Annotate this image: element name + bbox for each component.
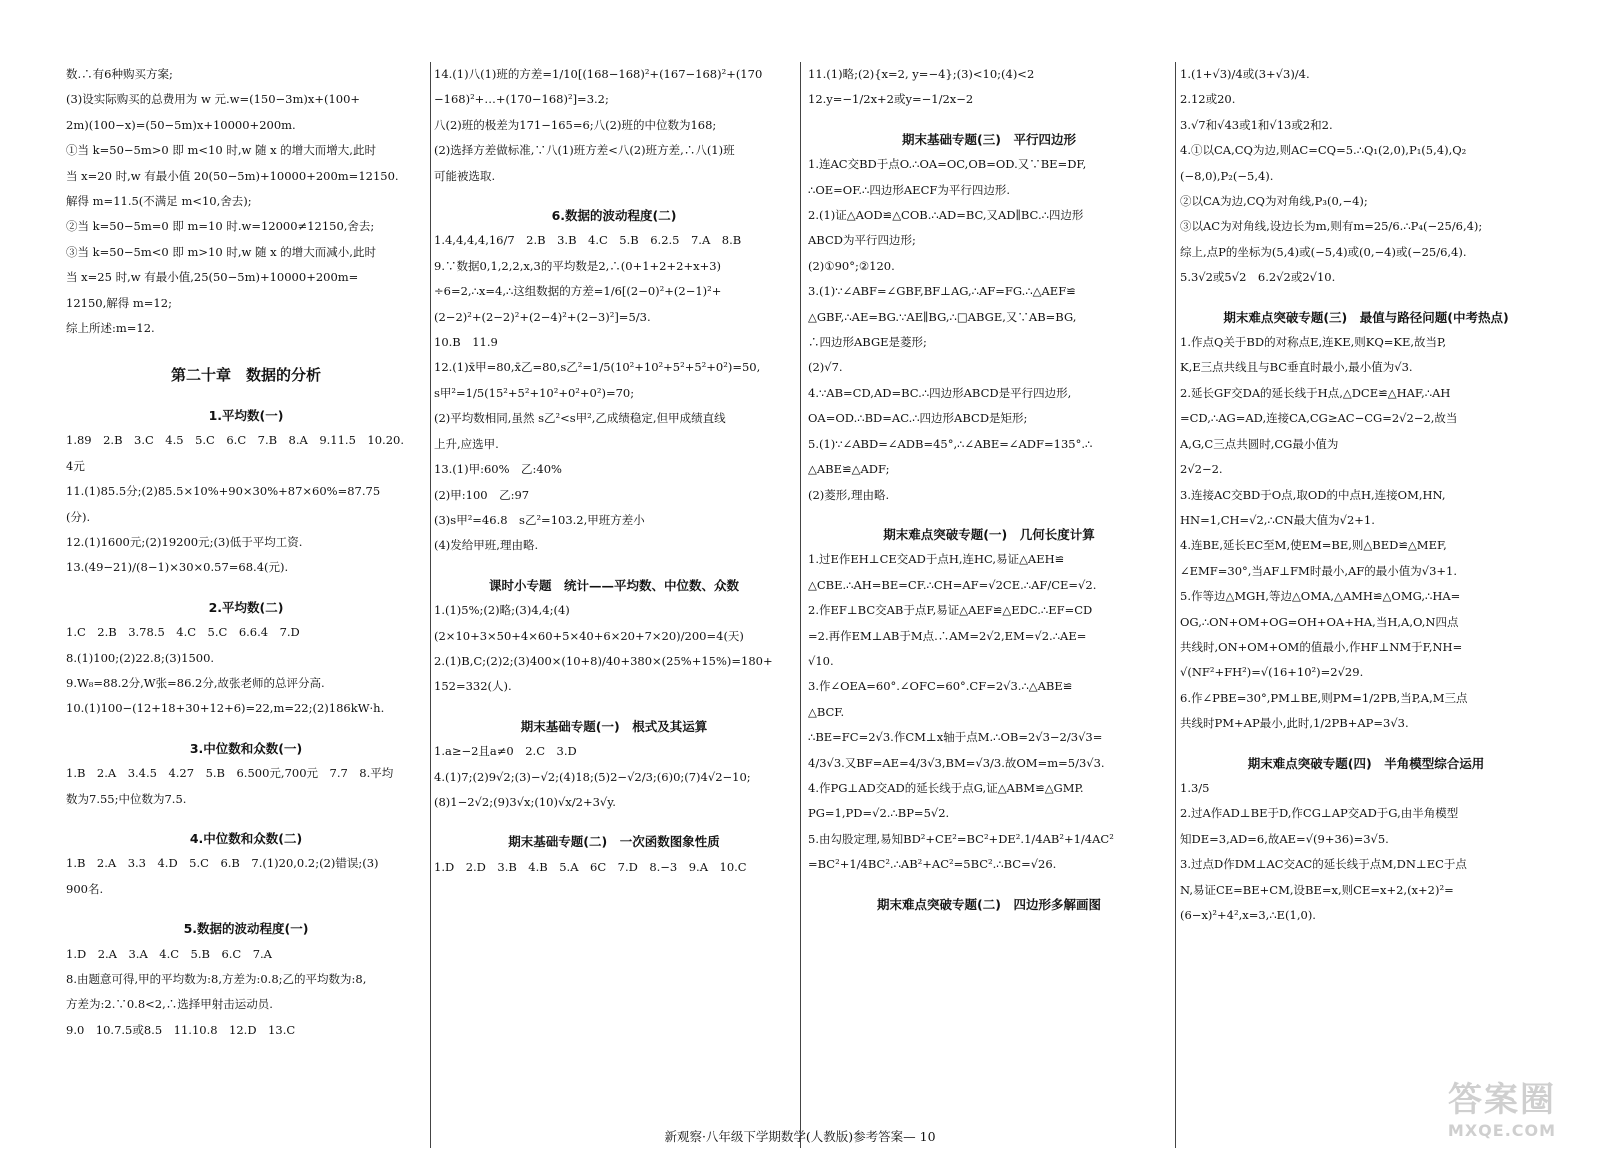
answer-line: 2.过A作AD⊥BE于D,作CG⊥AP交AD于G,由半角模型 — [1180, 806, 1459, 821]
section-heading: 6.数据的波动程度(二) — [551, 208, 677, 224]
answer-line: (−8,0),P₂(−5,4). — [1180, 168, 1274, 183]
answer-line: (2)菱形,理由略. — [808, 487, 890, 502]
watermark-url: MXQE.COM — [1447, 1121, 1557, 1140]
answer-line: 1.过E作EH⊥CE交AD于点H,连HC,易证△AEH≌ — [808, 552, 1065, 567]
answer-line: 1.(1+√3)/4或(3+√3)/4. — [1180, 67, 1310, 81]
answer-line: √(NF²+FH²)=√(16+10²)=2√29. — [1180, 665, 1364, 680]
column-divider — [430, 62, 431, 1148]
answer-line: 1.89 2.B 3.C 4.5 5.C 6.C 7.B 8.A 9.11.5 10.20. — [66, 433, 404, 448]
answer-line: N,易证CE=BE+CM,设BE=x,则CE=x+2,(x+2)²= — [1180, 882, 1454, 897]
answer-line: 1.4,4,4,4,16/7 2.B 3.B 4.C 5.B 6.2.5 7.A 8.B — [434, 233, 742, 248]
watermark — [1432, 1080, 1572, 1148]
answer-line: 4/3√3.又BF=AE=4/3√3,BM=√3/3.故OM=m=5/3√3. — [808, 755, 1105, 770]
answer-line: ②以CA为边,CQ为对角线,P₃(0,−4); — [1180, 194, 1368, 209]
answer-line: 10.(1)100−(12+18+30+12+6)=22,m=22;(2)186kW·h. — [66, 701, 385, 716]
answer-line: 6.作∠PBE=30°,PM⊥BE,则PM=1/2PB,当P,A,M三点 — [1180, 690, 1468, 705]
section-heading: 5.数据的波动程度(一) — [183, 921, 309, 937]
answer-line: 4.连BE,延长EC至M,使EM=BE,则△BED≌△MEF, — [1180, 538, 1447, 553]
answer-line: 1.C 2.B 3.78.5 4.C 5.C 6.6.4 7.D — [66, 625, 300, 640]
section-heading: 课时小专题 统计——平均数、中位数、众数 — [488, 577, 739, 593]
answer-line: 12.(1)x̄甲=80,x̄乙=80,s乙²=1/5(10²+10²+5²+5²+0²)=50, — [434, 360, 761, 375]
answer-line: PG=1,PD=√2.∴BP=5√2. — [808, 806, 950, 821]
answer-line: 3.√7和√43或1和√13或2和2. — [1180, 117, 1333, 132]
answer-line: s甲²=1/5(15²+5²+10²+0²+0²)=70; — [434, 385, 635, 400]
section-heading: 3.中位数和众数(一) — [189, 740, 303, 756]
answer-line: 8.(1)100;(2)22.8;(3)1500. — [66, 650, 215, 665]
answer-line: ∴BE=FC=2√3.作CM⊥x轴于点M.∴OB=2√3−2/3√3= — [808, 730, 1103, 745]
answer-line: =CD,∴AG=AD,连接CA,CG≥AC−CG=2√2−2,故当 — [1180, 411, 1458, 426]
answer-line: 2.(1)证△AOD≌△COB.∴AD=BC,又AD∥BC.∴四边形 — [808, 208, 1084, 223]
answer-line: 方差为:2.∵0.8<2,∴选择甲射击运动员. — [66, 997, 273, 1012]
answer-line: ②当 k=50−5m=0 即 m=10 时.w=12000≠12150,舍去; — [66, 219, 375, 234]
answer-line: △BCF. — [808, 704, 845, 719]
answer-line: 4.①以CA,CQ为边,则AC=CQ=5.∴Q₁(2,0),P₁(5,4),Q₂ — [1180, 143, 1467, 158]
answer-line: (8)1−2√2;(9)3√x;(10)√x/2+3√y. — [434, 794, 616, 809]
answer-line: 1.D 2.A 3.A 4.C 5.B 6.C 7.A — [66, 946, 272, 961]
answer-line: 综上,点P的坐标为(5,4)或(−5,4)或(0,−4)或(−25/6,4). — [1180, 244, 1467, 259]
answer-line: (分). — [66, 509, 91, 524]
answer-line: 1.(1)5%;(2)略;(3)4,4;(4) — [434, 603, 570, 618]
answer-line: △CBE.∴AH=BE=CF.∴CH=AF=√2CE.∴AF/CE=√2. — [808, 577, 1097, 592]
answer-line: 12.(1)1600元;(2)19200元;(3)低于平均工资. — [66, 534, 303, 549]
answer-line: ∴OE=OF.∴四边形AECF为平行四边形. — [808, 182, 1010, 197]
answer-line: (3)s甲²=46.8 s乙²=103.2,甲班方差小 — [434, 512, 645, 527]
answer-line: 3.(1)∵∠ABF=∠GBF,BF⊥AG,∴AF=FG.∴△AEF≌ — [808, 284, 1076, 299]
column-4 — [1180, 62, 1552, 1142]
answer-line: 1.连AC交BD于点O.∴OA=OC,OB=OD.又∵BE=DF, — [808, 157, 1087, 172]
page-footer: 新观察·八年级下学期数学(人教版)参考答案— 10 — [664, 1129, 936, 1144]
answer-line: 9.0 10.7.5或8.5 11.10.8 12.D 13.C — [66, 1022, 296, 1037]
answer-line: (3)设实际购买的总费用为 w 元.w=(150−3m)x+(100+ — [66, 92, 361, 107]
answer-line: 2.(1)B,C;(2)2;(3)400×(10+8)/40+380×(25%+15%)=180+ — [434, 653, 773, 668]
answer-line: △GBF,∴AE=BG.∵AE∥BG,∴□ABGE,又∵AB=BG, — [808, 309, 1077, 324]
answer-line: 1.B 2.A 3.3 4.D 5.C 6.B 7.(1)20,0.2;(2)错误;(3) — [66, 856, 379, 871]
column-1 — [66, 62, 426, 1142]
answer-line: 1.a≥−2且a≠0 2.C 3.D — [434, 744, 577, 759]
answer-line: ÷6=2,∴x=4,∴这组数据的方差=1/6[(2−0)²+(2−1)²+ — [434, 284, 722, 299]
answer-line: 14.(1)八(1)班的方差=1/10[(168−168)²+(167−168)²+(170 — [434, 67, 763, 81]
answer-line: 9.∵数据0,1,2,2,x,3的平均数是2,∴(0+1+2+2+x+3) — [434, 258, 722, 273]
answer-line: ③当 k=50−5m<0 即 m>10 时,w 随 x 的增大而减小,此时 — [66, 244, 376, 259]
answer-line: 4.作PG⊥AD交AD的延长线于点G,证△ABM≌△GMP. — [808, 780, 1084, 795]
column-3 — [808, 62, 1170, 1142]
answer-line: 2.作EF⊥BC交AB于点F,易证△AEF≌△EDC.∴EF=CD — [808, 603, 1093, 618]
answer-line: 3.过点D作DM⊥AC交AC的延长线于点M,DN⊥EC于点 — [1180, 857, 1467, 872]
answer-line: ∠EMF=30°,当AF⊥FM时最小,AF的最小值为√3+1. — [1180, 563, 1458, 578]
answer-line: √10. — [808, 653, 834, 668]
answer-line: 2.延长GF交DA的延长线于H点,△DCE≌△HAF,∴AH — [1180, 385, 1451, 400]
answer-line: (2−2)²+(2−2)²+(2−4)²+(2−3)²]=5/3. — [434, 309, 651, 324]
answer-line: 4元 — [66, 458, 85, 473]
answer-line: 2m)(100−x)=(50−5m)x+10000+200m. — [66, 117, 296, 132]
answer-line: (2×10+3×50+4×60+5×40+6×20+7×20)/200=4(天) — [434, 628, 744, 643]
answer-line: 1.B 2.A 3.4.5 4.27 5.B 6.500元,700元 7.7 8.平均 — [66, 766, 394, 781]
answer-line: ∴四边形ABGE是菱形; — [808, 335, 927, 350]
answer-line: (2)平均数相同,虽然 s乙²<s甲²,乙成绩稳定,但甲成绩直线 — [434, 411, 726, 426]
answer-line: 8.由题意可得,甲的平均数为:8,方差为:0.8;乙的平均数为:8, — [66, 972, 367, 986]
section-heading: 1.平均数(一) — [208, 407, 284, 423]
answer-line: 综上所述:m=12. — [66, 321, 155, 336]
answer-line: 共线时PM+AP最小,此时,1/2PB+AP=3√3. — [1180, 716, 1409, 731]
answer-line: =BC²+1/4BC².∴AB²+AC²=5BC².∴BC=√26. — [808, 857, 1057, 872]
column-divider — [800, 62, 801, 1148]
answer-line: 3.作∠OEA=60°.∠OFC=60°.CF=2√3.∴△ABE≌ — [808, 679, 1073, 694]
column-divider — [1175, 62, 1176, 1148]
answer-line: −168)²+…+(170−168)²]=3.2; — [434, 92, 609, 107]
answer-line: 2√2−2. — [1180, 462, 1223, 477]
section-heading: 2.平均数(二) — [208, 599, 284, 615]
answer-line: 5.由勾股定理,易知BD²+CE²=BC²+DE².1/4AB²+1/4AC² — [808, 831, 1114, 846]
answer-line: OG,∴ON+OM+OG=OH+OA+HA,当H,A,O,N四点 — [1180, 614, 1459, 629]
answer-line: 5.作等边△MGH,等边△OMA,△AMH≌△OMG,∴HA= — [1180, 589, 1461, 604]
answer-line: K,E三点共线且与BC垂直时最小,最小值为√3. — [1180, 360, 1413, 375]
answer-line: (2)选择方差做标准,∵八(1)班方差<八(2)班方差,∴八(1)班 — [434, 143, 735, 158]
answer-line: 共线时,ON+OM+OM的值最小,作HF⊥NM于F,NH= — [1180, 639, 1463, 654]
section-heading: 4.中位数和众数(二) — [189, 830, 303, 846]
answer-line: 1.D 2.D 3.B 4.B 5.A 6C 7.D 8.−3 9.A 10.C — [434, 859, 747, 874]
answer-line: 5.(1)∵∠ABD=∠ADB=45°,∴∠ABE=∠ADF=135°.∴ — [808, 436, 1093, 451]
answer-line: 13.(1)甲:60% 乙:40% — [434, 462, 562, 477]
answer-line: HN=1,CH=√2,∴CN最大值为√2+1. — [1180, 512, 1375, 527]
answer-line: 5.3√2或5√2 6.2√2或2√10. — [1180, 270, 1336, 285]
watermark-logo-text: 答案圈 — [1448, 1080, 1556, 1120]
answer-line: 10.B 11.9 — [434, 335, 498, 350]
section-heading: 期末难点突破专题(三) 最值与路径问题(中考热点) — [1223, 309, 1509, 325]
answer-line: 12.y=−1/2x+2或y=−1/2x−2 — [808, 92, 974, 107]
answer-line: △ABE≌△ADF; — [808, 462, 890, 477]
answer-line: (2)①90°;②120. — [808, 258, 895, 273]
answer-line: 12150,解得 m=12; — [66, 295, 172, 310]
answer-line: ①当 k=50−5m>0 即 m<10 时,w 随 x 的增大而增大,此时 — [66, 143, 376, 158]
answer-line: 当 x=25 时,w 有最小值,25(50−5m)+10000+200m= — [66, 270, 359, 285]
answer-line: 900名. — [66, 881, 104, 896]
section-heading: 期末基础专题(二) 一次函数图象性质 — [508, 834, 720, 850]
answer-line: 数为7.55;中位数为7.5. — [66, 791, 187, 806]
answer-line: 知DE=3,AD=6,故AE=√(9+36)=3√5. — [1180, 831, 1389, 846]
section-heading: 期末基础专题(三) 平行四边形 — [902, 131, 1076, 147]
answer-line: 9.W₈=88.2分,W张=86.2分,故张老师的总评分高. — [66, 675, 325, 690]
answer-line: 可能被选取. — [434, 168, 496, 183]
chapter-title: 第二十章 数据的分析 — [170, 366, 321, 385]
answer-line: A,G,C三点共圆时,CG最小值为 — [1180, 436, 1339, 451]
answer-line: 数.∴有6种购买方案; — [66, 67, 173, 81]
answer-line: 上升,应选甲. — [434, 436, 499, 451]
section-heading: 期末难点突破专题(四) 半角模型综合运用 — [1247, 755, 1485, 771]
answer-line: 当 x=20 时,w 有最小值 20(50−5m)+10000+200m=12150. — [66, 168, 399, 183]
answer-line: (2)甲:100 乙:97 — [434, 487, 530, 502]
answer-line: (6−x)²+4²,x=3,∴E(1,0). — [1180, 908, 1316, 922]
answer-line: =2.再作EM⊥AB于M点.∴AM=2√2,EM=√2.∴AE= — [808, 628, 1087, 643]
answer-line: 11.(1)85.5分;(2)85.5×10%+90×30%+87×60%=87.75 — [66, 484, 381, 499]
answer-line: 11.(1)略;(2){x=2, y=−4};(3)<10;(4)<2 — [808, 67, 1035, 81]
answer-line: 解得 m=11.5(不满足 m<10,舍去); — [66, 194, 252, 209]
answer-line: 2.12或20. — [1180, 92, 1236, 107]
answer-line: (2)√7. — [808, 360, 843, 375]
answer-line: (4)发给甲班,理由略. — [434, 538, 539, 553]
column-2 — [434, 62, 794, 1142]
answer-line: ABCD为平行四边形; — [808, 233, 916, 248]
section-heading: 期末基础专题(一) 根式及其运算 — [520, 718, 708, 734]
answer-line: 4.(1)7;(2)9√2;(3)−√2;(4)18;(5)2−√2/3;(6)0;(7)4√2−10; — [434, 769, 751, 784]
answer-line: OA=OD.∴BD=AC.∴四边形ABCD是矩形; — [808, 411, 1028, 426]
answer-line: 3.连接AC交BD于O点,取OD的中点H,连接OM,HN, — [1180, 487, 1446, 502]
section-heading: 期末难点突破专题(二) 四边形多解画图 — [877, 896, 1101, 912]
answer-line: 13.(49−21)/(8−1)×30×0.57=68.4(元). — [66, 560, 289, 575]
answer-line: 4.∵AB=CD,AD=BC.∴四边形ABCD是平行四边形, — [808, 385, 1072, 400]
answer-line: 1.作点Q关于BD的对称点E,连KE,则KQ=KE,故当P, — [1180, 335, 1447, 350]
answer-line: ③以AC为对角线,设边长为m,则有m=25/6.∴P₄(−25/6,4); — [1180, 219, 1483, 234]
answer-line: 1.3/5 — [1180, 780, 1210, 795]
answer-line: 152=332(人). — [434, 679, 512, 694]
answer-line: 八(2)班的极差为171−165=6;八(2)班的中位数为168; — [434, 117, 717, 132]
section-heading: 期末难点突破专题(一) 几何长度计算 — [883, 526, 1095, 542]
